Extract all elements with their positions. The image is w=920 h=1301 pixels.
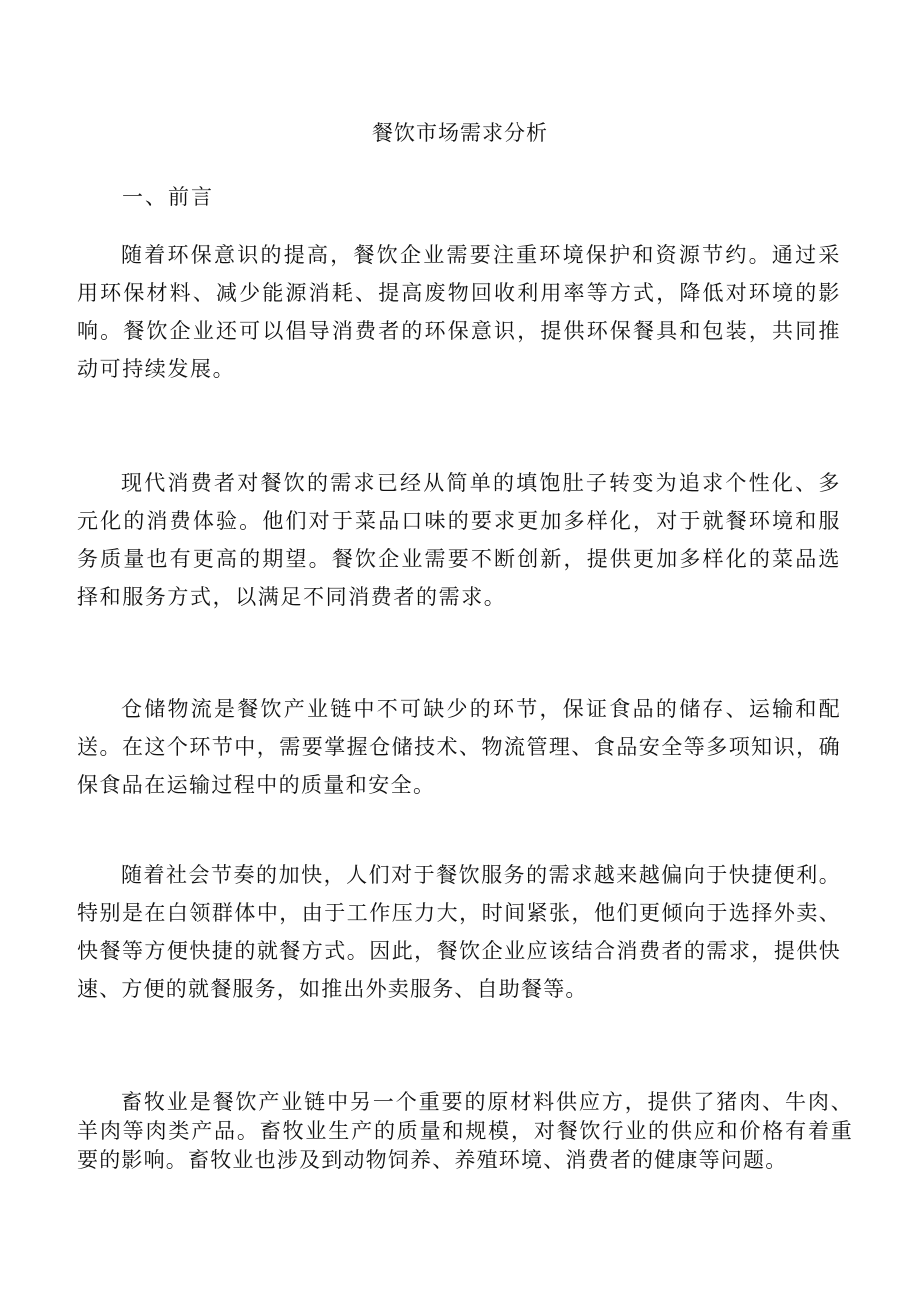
- paragraph-environment: 随着环保意识的提高，餐饮企业需要注重环境保护和资源节约。通过采用环保材料、减少能源消耗、提高废物回收利用率等方式，降低对环境的影响。餐饮企业还可以倡导消费者的环保意识，提供环保餐具和包装，共同推动可持续发展。: [77, 243, 841, 381]
- section-heading: 一、前言: [122, 185, 214, 209]
- paragraph-logistics: 仓储物流是餐饮产业链中不可缺少的环节，保证食品的储存、运输和配送。在这个环节中，需要掌握仓储技术、物流管理、食品安全等多项知识，确保食品在运输过程中的质量和安全。: [77, 697, 841, 797]
- paragraph-consumer-demand: 现代消费者对餐饮的需求已经从简单的填饱肚子转变为追求个性化、多元化的消费体验。他们对于菜品口味的要求更加多样化，对于就餐环境和服务质量也有更高的期望。餐饮企业需要不断创新，提供更加多样化的菜品选择和服务方式，以满足不同消费者的需求。: [77, 471, 841, 609]
- paragraph-livestock: 畜牧业是餐饮产业链中另一个重要的原材料供应方，提供了猪肉、牛肉、羊肉等肉类产品。畜牧业生产的质量和规模，对餐饮行业的供应和价格有着重要的影响。畜牧业也涉及到动物饲养、养殖环境、消费者的健康等问题。: [77, 1090, 853, 1172]
- document-title: 餐饮市场需求分析: [372, 121, 548, 145]
- paragraph-convenience: 随着社会节奏的加快，人们对于餐饮服务的需求越来越偏向于快捷便利。特别是在白领群体中，由于工作压力大，时间紧张，他们更倾向于选择外卖、快餐等方便快捷的就餐方式。因此，餐饮企业应该结合消费者的需求，提供快速、方便的就餐服务，如推出外卖服务、自助餐等。: [77, 863, 841, 1001]
